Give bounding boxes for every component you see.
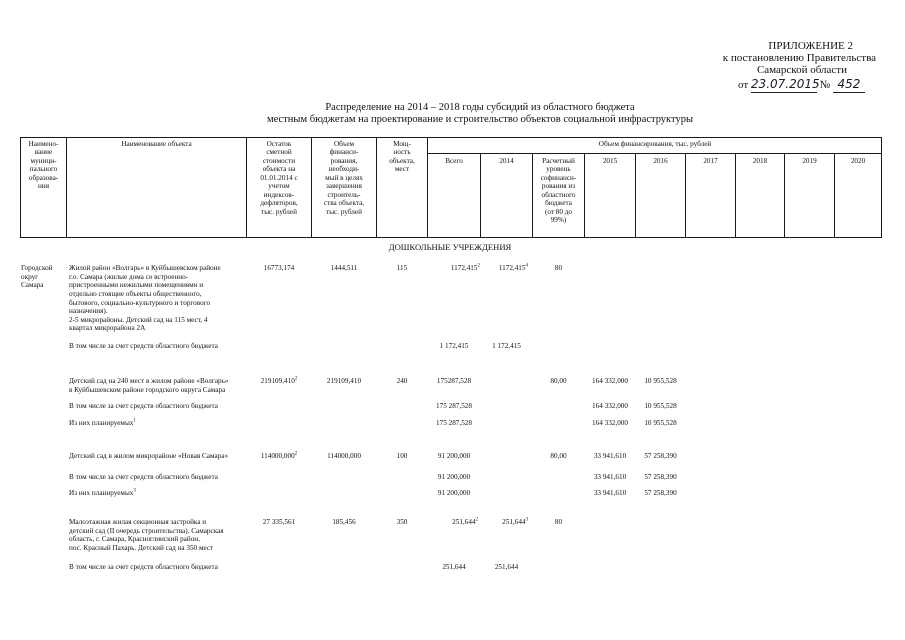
section-title: ДОШКОЛЬНЫЕ УЧРЕЖДЕНИЯ: [388, 242, 512, 252]
total-amount: 91 200,000: [437, 473, 471, 481]
capacity: 240: [396, 377, 408, 385]
header-2019: 2019: [802, 157, 817, 165]
header-2018: 2018: [752, 157, 768, 165]
funding-volume: 219109,410: [326, 377, 362, 385]
appendix-line2: Самарской области: [756, 64, 847, 76]
header-municipality: Наимено- вание муници- пального образова- ния: [28, 140, 59, 191]
amount-2016: 10 955,528: [644, 419, 677, 427]
capacity: 115: [396, 264, 408, 272]
object-name: В том числе за счет средств областного бюджета: [69, 563, 218, 571]
total-amount: 91 200,000: [437, 452, 471, 460]
header-vline: [834, 153, 835, 237]
total-amount: 251,644$^2$: [452, 517, 478, 526]
number-prefix: №: [819, 79, 831, 91]
object-name: В том числе за счет средств областного бюджета: [69, 402, 218, 410]
header-2017: 2017: [703, 157, 718, 165]
total-amount: 1172,415$^2$: [450, 263, 480, 272]
amount-2015: 164 332,000: [592, 402, 628, 410]
appendix-line1: к постановлению Правительства: [722, 52, 876, 64]
appendix-date-line: [738, 78, 865, 93]
funding-volume: 185,456: [332, 518, 356, 526]
amount-2015: 33 941,610: [593, 473, 627, 481]
header-bottom-border: [20, 237, 882, 238]
object-name: Жилой район «Волгарь» в Куйбышевском районе г.о. Самара (жилые дома со встроенно- пристроенными нежилыми помещениями и отдельно стоящие объекты общественного, бытового, социально-культурного и торгового назначения). 2-5 микрорайоны. Детский сад на 115 мест, 4 квартал микрорайона 2А: [69, 264, 221, 333]
header-vline: [685, 153, 686, 237]
cofinancing-level: 80: [554, 264, 563, 272]
document-title-line1: Распределение на 2014 – 2018 годы субсидий из областного бюджета: [325, 102, 635, 113]
date-prefix: от: [738, 79, 749, 91]
header-vline: [480, 153, 481, 237]
capacity: 350: [396, 518, 408, 526]
remaining-cost: 27 335,561: [262, 518, 296, 526]
object-name: Детский сад на 240 мест в жилом районе «Волгарь» в Куйбышевском районе городского округа Самара: [69, 377, 229, 394]
amount-2014: 1172,415$^4$: [498, 263, 528, 272]
object-name: Из них планируемых$^3$: [69, 488, 136, 497]
header-funding-volume: Объем финанси- рования, необходи- мый в целях завершения строитель- ства объекта, тыс. рублей: [323, 140, 365, 216]
capacity: 100: [396, 452, 408, 460]
document-title-line2: местным бюджетам на проектирование и строительство объектов социальной инфраструктуры: [266, 114, 694, 125]
header-remaining-cost: Остаток сметной стоимости объекта на 01.01.2014 с учетом индексов- дефляторов, тыс. рублей: [260, 140, 298, 216]
header-total: Всего: [445, 157, 463, 165]
header-top-border: [20, 137, 882, 138]
total-amount: 175 287,528: [436, 419, 472, 427]
cofinancing-level: 80,00: [550, 452, 567, 460]
amount-2015: 164 332,000: [592, 377, 628, 385]
header-capacity: Мощ- ность объекта, мест: [389, 140, 415, 174]
header-vline: [735, 153, 736, 237]
amount-2014: 251,644: [494, 563, 519, 571]
cofinancing-level: 80: [554, 518, 563, 526]
object-name: В том числе за счет средств областного бюджета: [69, 473, 218, 481]
handwritten-date: 23.07.2015: [750, 77, 820, 91]
amount-2014: 1 172,415: [492, 342, 521, 350]
header-2020: 2020: [850, 157, 866, 165]
appendix-title: ПРИЛОЖЕНИЕ 2: [768, 40, 853, 52]
header-subgroup-border: [427, 153, 882, 154]
object-name: Детский сад в жилом микрорайоне «Новая Самара»: [69, 452, 229, 460]
total-amount: 175287,528: [436, 377, 472, 385]
object-name: Из них планируемых$^1$: [69, 418, 136, 427]
header-2016: 2016: [653, 157, 668, 165]
total-amount: 1 172,415: [439, 342, 469, 350]
municipality-cell: Городской округ Самара: [21, 264, 53, 290]
header-cofinancing-level: Расчетный уровень софинанси- рования из областного бюджета (от 80 до 99%): [540, 157, 577, 225]
amount-2015: 33 941,610: [593, 452, 627, 460]
header-object-name: Наименование объекта: [121, 140, 192, 148]
total-amount: 175 287,528: [436, 402, 472, 410]
remaining-cost: 16773,174: [263, 264, 295, 272]
header-vline: [881, 137, 882, 237]
amount-2015: 164 332,000: [592, 419, 628, 427]
amount-2014: 251,644$^3$: [502, 517, 528, 526]
total-amount: 251,644: [442, 563, 466, 571]
header-vline: [784, 153, 785, 237]
amount-2016: 10 955,528: [644, 377, 677, 385]
header-vline: [427, 137, 428, 237]
amount-2016: 57 258,390: [644, 452, 677, 460]
header-vline: [66, 137, 67, 237]
object-name: В том числе за счет средств областного бюджета: [69, 342, 218, 350]
funding-volume: 114000,000: [327, 452, 361, 460]
total-amount: 91 200,000: [437, 489, 471, 497]
header-funding-group: Объем финансирования, тыс. рублей: [598, 140, 712, 148]
amount-2015: 33 941,610: [593, 489, 627, 497]
remaining-cost: 219109,410$^2$: [260, 376, 298, 385]
remaining-cost: 114000,000$^2$: [260, 451, 298, 460]
funding-volume: 1444,511: [330, 264, 358, 272]
amount-2016: 57 258,390: [644, 473, 677, 481]
header-2014: 2014: [499, 157, 514, 165]
header-vline: [635, 153, 636, 237]
amount-2016: 57 258,390: [644, 489, 677, 497]
cofinancing-level: 80,00: [550, 377, 567, 385]
object-name: Малоэтажная жилая секционная застройка и детский сад (II очередь строительства). Самарская область, г. Самара, Красноглинский район, пос. Красный Пахарь. Детский сад на 350 мест: [69, 518, 224, 552]
amount-2016: 10 955,528: [644, 402, 677, 410]
handwritten-number: 452: [833, 78, 865, 93]
header-2015: 2015: [602, 157, 618, 165]
header-vline: [584, 153, 585, 237]
